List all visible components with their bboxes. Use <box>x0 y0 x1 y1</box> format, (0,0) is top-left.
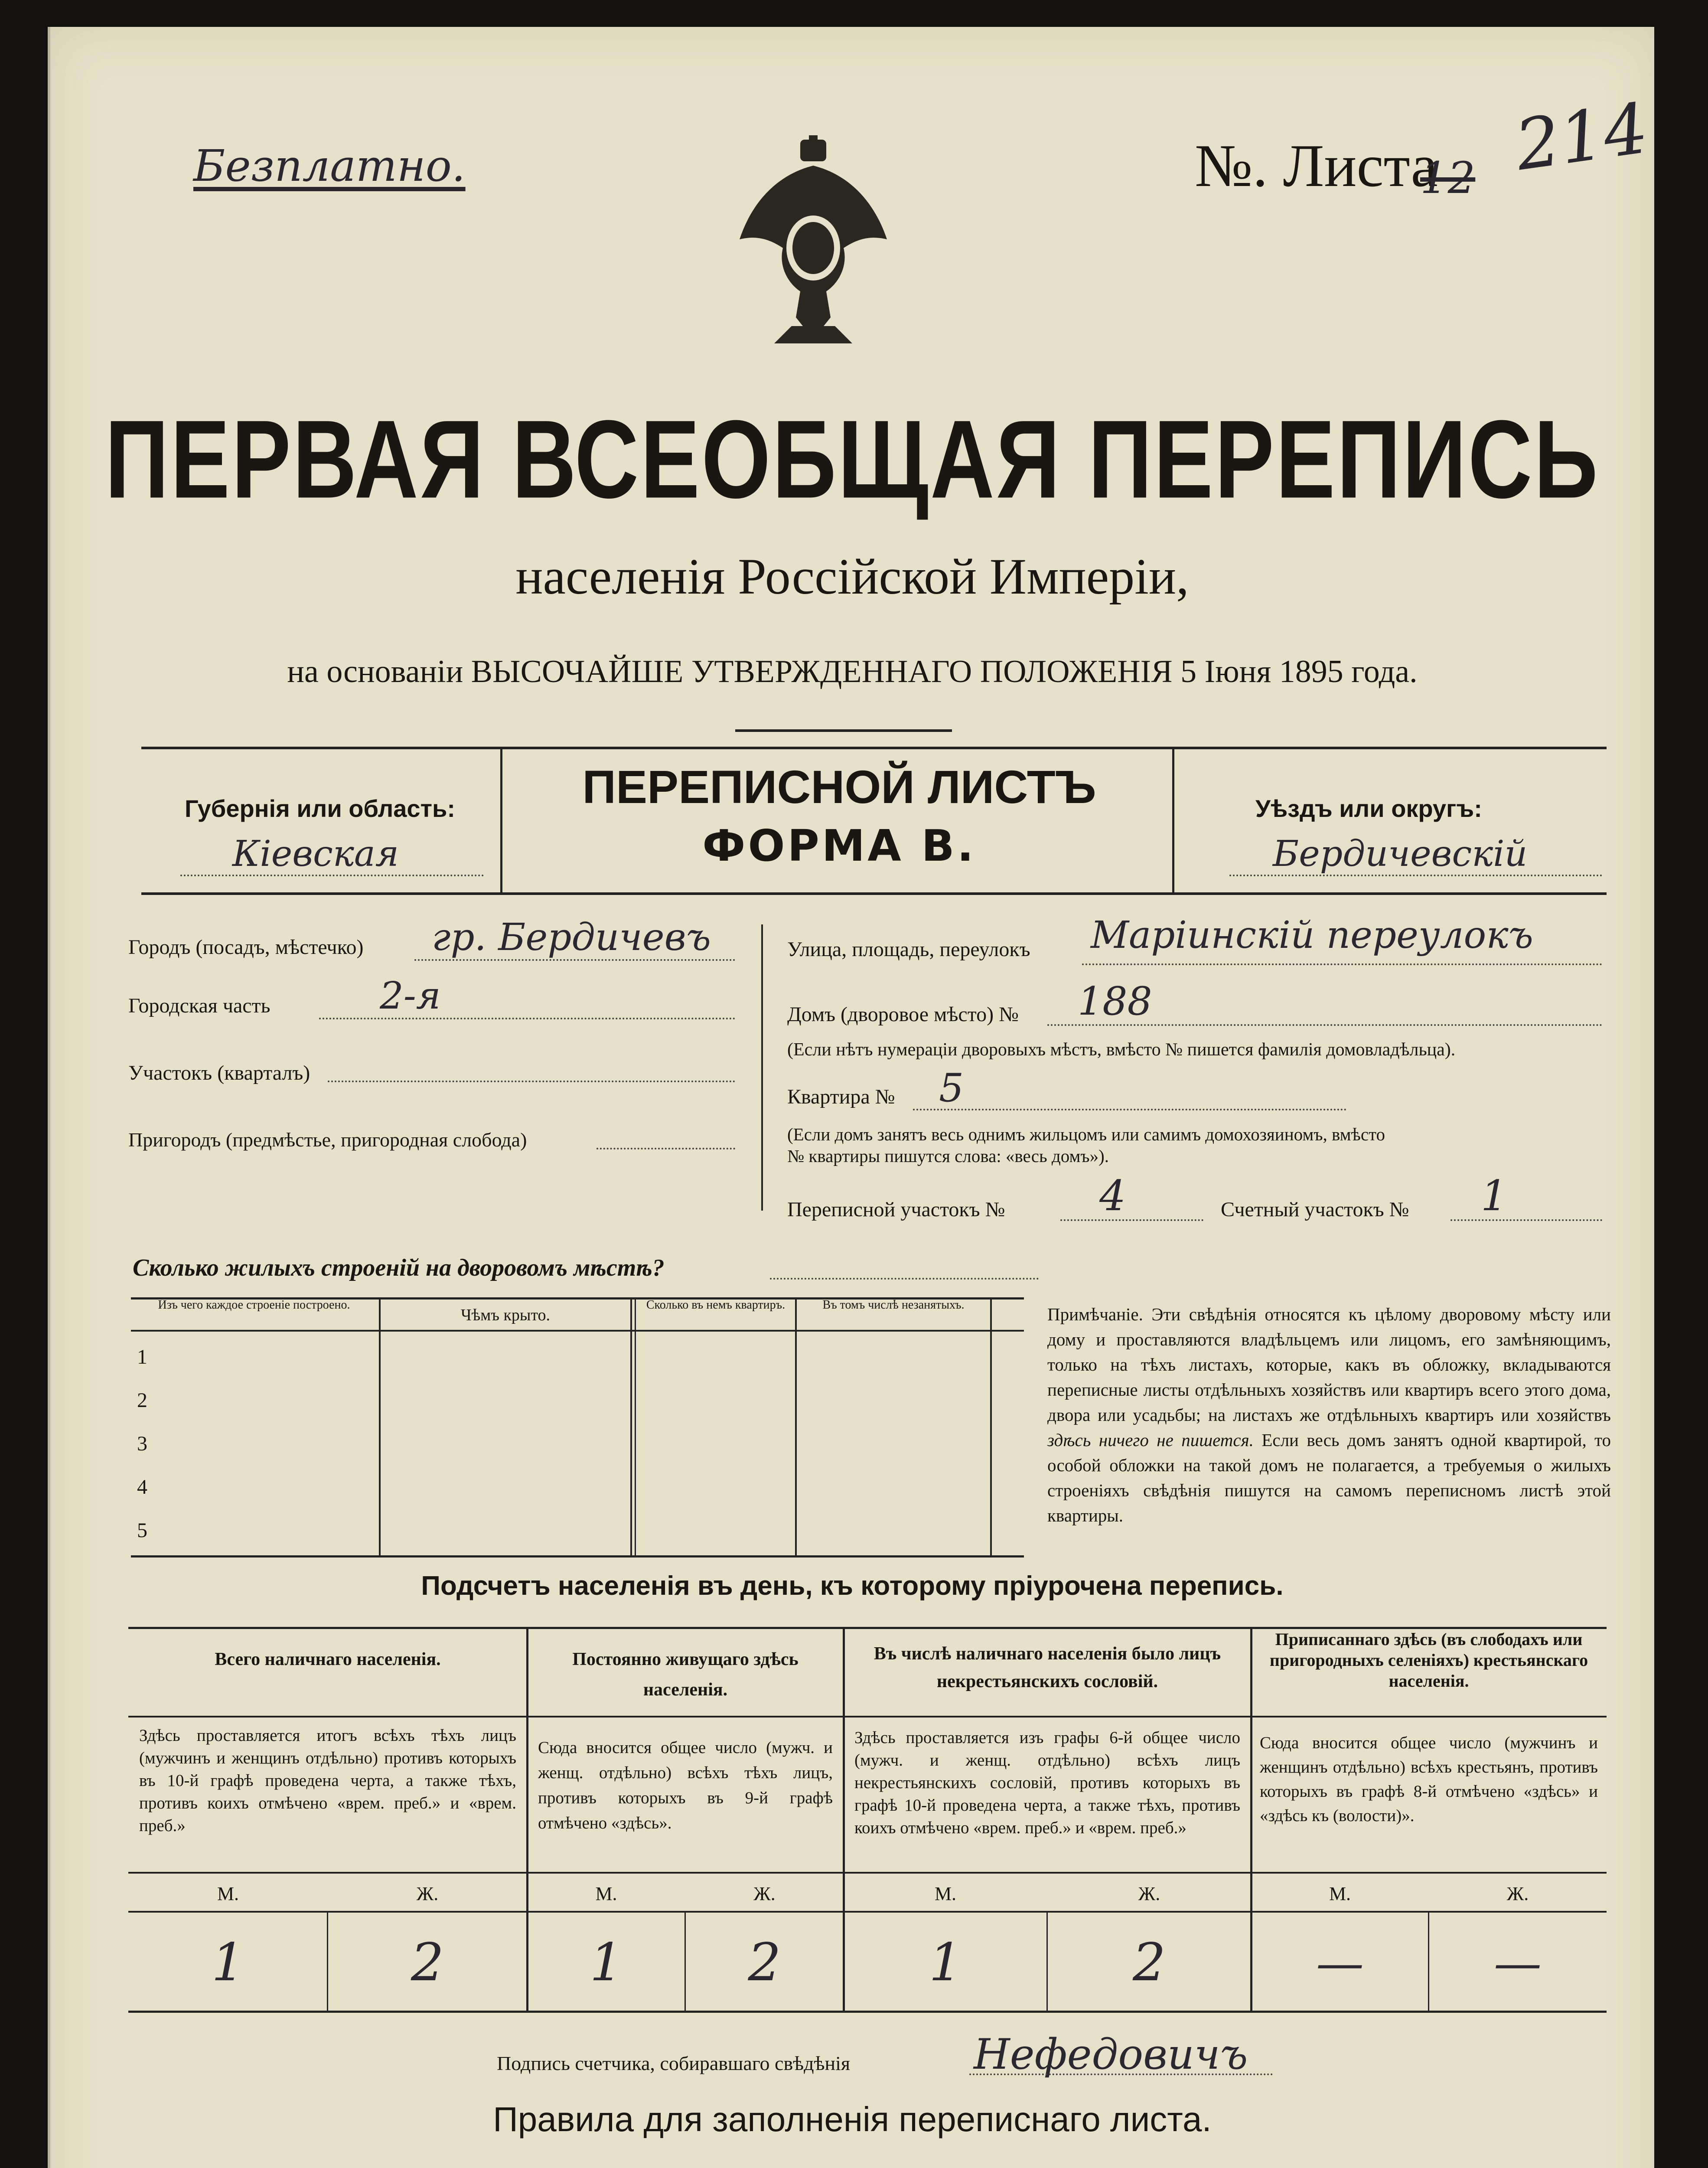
district-underline <box>1229 875 1602 876</box>
flat-label: Квартира № <box>787 1085 895 1108</box>
buildings-header-vacant: Въ томъ числѣ незанятыхъ. <box>822 1298 965 1312</box>
note-text-2: Если весь домъ занятъ одной квартирой, то особой обложки на такой домъ не полагается, а требуемыя о жилыхъ строеніяхъ свѣдѣнія пишутся на самомъ переписномъ листѣ этой квартиры. <box>1047 1430 1611 1525</box>
pop-col1-head: Всего наличнаго населенія. <box>215 1649 441 1669</box>
address-divider <box>761 924 763 1211</box>
buildings-note <box>1047 1302 1611 1528</box>
count-district-label: Счетный участокъ № <box>1221 1198 1409 1221</box>
pop-col3-f-label: Ж. <box>1138 1883 1160 1904</box>
pop-col1-m-label: М. <box>217 1883 239 1904</box>
note-text-emphasis: здѣсь ничего не пишется. <box>1047 1430 1254 1450</box>
buildings-row-5: 5 <box>137 1519 147 1542</box>
buildings-row-1: 1 <box>137 1345 147 1368</box>
pop-col3-m-label: М. <box>934 1883 957 1904</box>
pop-col2-desc: Сюда вносится общее число (мужч. и женщ. отдѣльно) всѣхъ тѣхъ лицъ, противъ которыхъ въ 9-й графѣ отмѣчено «здѣсь». <box>538 1738 833 1832</box>
house-underline <box>1047 1024 1602 1026</box>
city-underline <box>414 959 735 961</box>
buildings-col-divider-5 <box>990 1297 992 1555</box>
title-divider <box>735 729 952 732</box>
flat-underline <box>913 1109 1346 1110</box>
suburb-label: Пригородъ (предмѣстье, пригородная слобода) <box>128 1129 527 1151</box>
population-mf-line <box>128 1911 1607 1913</box>
pop-col2-head: Постоянно живущаго здѣсь населенія. <box>572 1649 799 1700</box>
city-part-label: Городская часть <box>128 994 271 1017</box>
pop-col3-f-value: 2 <box>1132 1933 1166 1993</box>
pop-col2-f-label: Ж. <box>753 1883 776 1904</box>
house-note: (Если нѣтъ нумераціи дворовыхъ мѣстъ, вмѣсто № пишется фамилія домовладѣльца). <box>787 1040 1456 1060</box>
province-underline <box>180 875 484 876</box>
pop-col3-desc: Здѣсь проставляется изъ графы 6-й общее число (мужч. и женщ. отдѣльно) всѣхъ лицъ некрестьянскихъ сословій, противъ которыхъ въ графѣ 10-й проведена черта, а также тѣхъ, противъ коихъ отмѣчено «врем. преб.» и «врем. преб.» <box>854 1728 1240 1837</box>
pop-col1-f-value: 2 <box>411 1933 444 1993</box>
city-label: Городъ (посадъ, мѣстечко) <box>128 936 364 959</box>
city-value: гр. Бердичевъ <box>432 916 711 959</box>
pop-col4-f-value: — <box>1494 1935 1542 1991</box>
flat-note-2: № квартиры пишутся слова: «весь домъ»). <box>787 1146 1109 1166</box>
suburb-underline <box>596 1148 735 1149</box>
buildings-question-underline <box>770 1278 1039 1280</box>
pop-col3-head: Въ числѣ наличнаго населенія было лицъ некрестьянскихъ сословій. <box>874 1644 1221 1691</box>
precinct-label: Участокъ (кварталъ) <box>128 1061 310 1084</box>
signature-label: Подпись счетчика, собиравшаго свѣдѣнія <box>497 2052 851 2074</box>
sheet-number-handwritten: 214 <box>1510 87 1653 186</box>
buildings-row-4: 4 <box>137 1476 147 1499</box>
pop-col1-f-label: Ж. <box>416 1883 439 1904</box>
house-value: 188 <box>1078 979 1152 1024</box>
province-label: Губернія или область: <box>185 795 456 822</box>
flat-value: 5 <box>939 1065 964 1111</box>
signature-underline <box>969 2073 1273 2075</box>
census-district-value: 4 <box>1099 1172 1126 1220</box>
pop-col4-desc: Сюда вносится общее число (мужчинъ и женщинъ отдѣльно) всѣхъ крестьянъ, противъ которыхъ въ графѣ 8-й отмѣчено «здѣсь» и «здѣсь къ (волости)». <box>1260 1734 1598 1825</box>
census-district-label: Переписной участокъ № <box>787 1198 1005 1221</box>
pop-col2-m-label: М. <box>595 1883 617 1904</box>
city-part-value: 2-я <box>380 974 441 1018</box>
district-value: Бердичевскій <box>1273 833 1528 875</box>
precinct-underline <box>328 1081 735 1082</box>
buildings-header-roof: Чѣмъ крыто. <box>460 1306 551 1324</box>
census-basis: на основаніи ВЫСОЧАЙШЕ УТВЕРЖДЕННАГО ПОЛОЖЕНІЯ 5 Іюня 1895 года. <box>287 654 1418 689</box>
sheet-number-struck: 12 <box>1420 153 1476 203</box>
pop-col3-m-value: 1 <box>929 1933 962 1993</box>
house-label: Домъ (дворовое мѣсто) № <box>787 1003 1019 1026</box>
count-district-underline <box>1450 1219 1602 1221</box>
buildings-header-flats: Сколько въ немъ квартиръ. <box>646 1298 786 1312</box>
buildings-table-header-line <box>131 1330 1024 1332</box>
population-desc-line <box>128 1872 1607 1874</box>
buildings-col-divider-1 <box>379 1297 381 1555</box>
pop-col4-m-label: М. <box>1329 1883 1351 1904</box>
rules-title: Правила для заполненія переписнаго листа. <box>493 2100 1212 2139</box>
province-value: Кіевская <box>232 833 399 875</box>
pop-col4-f-label: Ж. <box>1506 1883 1529 1904</box>
buildings-table <box>131 1297 1024 1557</box>
buildings-header-material: Изъ чего каждое строеніе построено. <box>158 1298 350 1312</box>
pop-col2-f-value: 2 <box>748 1933 781 1993</box>
street-label: Улица, площадь, переулокъ <box>787 938 1030 961</box>
form-title: ПЕРЕПИСНОЙ ЛИСТЪ <box>582 761 1096 813</box>
census-subtitle: населенія Россійской Имперіи, <box>515 548 1189 605</box>
sheet-number-label: №. Листа <box>1195 132 1438 199</box>
population-title: Подсчетъ населенія въ день, къ которому пріурочена перепись. <box>421 1571 1284 1601</box>
signature-value: Нефедовичъ <box>974 2030 1248 2079</box>
buildings-col-divider-4 <box>795 1297 797 1555</box>
city-part-underline <box>319 1018 735 1019</box>
buildings-row-2: 2 <box>137 1389 147 1412</box>
pop-col1-desc: Здѣсь проставляется итогъ всѣхъ тѣхъ лицъ (мужчинъ и женщинъ отдѣльно) противъ которыхъ въ 10-й графѣ проведена черта, а также тѣхъ, противъ коихъ отмѣчено «врем. преб.» и «врем. преб.» <box>139 1726 516 1835</box>
buildings-row-3: 3 <box>137 1432 147 1455</box>
form-name: ФОРМА В. <box>702 820 976 871</box>
free-label: Безплатно. <box>193 140 466 191</box>
population-head-line <box>128 1716 1607 1717</box>
pop-col4-head: Приписаннаго здѣсь (въ слободахъ или пригородныхъ селеніяхъ) крестьянскаго населенія. <box>1269 1629 1588 1691</box>
street-value: Маріинскій переулокъ <box>1091 914 1533 957</box>
buildings-col-divider-3 <box>635 1297 636 1555</box>
buildings-question: Сколько жилыхъ строеній на дворовомъ мѣстѣ? <box>133 1254 665 1281</box>
census-title: ПЕРВАЯ ВСЕОБЩАЯ ПЕРЕПИСЬ <box>105 397 1600 522</box>
imperial-eagle-emblem <box>727 135 900 361</box>
pop-col1-m-value: 1 <box>211 1933 245 1993</box>
flat-note-1: (Если домъ занятъ весь однимъ жильцомъ или самимъ домохозяиномъ, вмѣсто <box>787 1124 1385 1144</box>
street-underline <box>1082 963 1602 965</box>
buildings-col-divider-2 <box>630 1297 632 1555</box>
note-text-1: Примѣчаніе. Эти свѣдѣнія относятся къ цѣлому дворовому мѣсту или дому и проставляются владѣльцемъ или лицомъ, его замѣняющимъ, только на тѣхъ листахъ, которые, какъ въ обложку, вкладываются переписные листы отдѣльныхъ хозяйствъ или квартиръ всего этого дома, двора или усадьбы; на листахъ же отдѣльныхъ квартиръ или хозяйствъ <box>1047 1304 1611 1425</box>
district-label: Уѣздъ или округъ: <box>1255 795 1482 822</box>
pop-col2-m-value: 1 <box>590 1933 623 1993</box>
form-box-left-divider <box>500 747 502 892</box>
census-district-underline <box>1060 1219 1203 1221</box>
pop-col4-m-value: — <box>1316 1935 1364 1991</box>
census-sheet <box>48 27 1654 2168</box>
count-district-value: 1 <box>1481 1172 1508 1220</box>
